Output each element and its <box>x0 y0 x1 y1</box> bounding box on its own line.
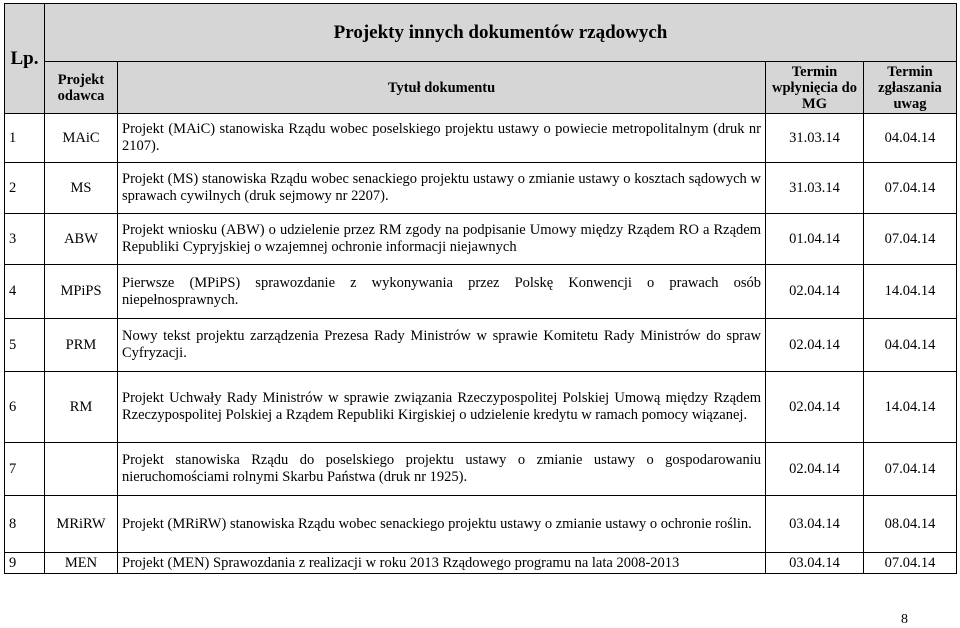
row-lp: 4 <box>5 265 45 319</box>
row-org: RM <box>45 372 118 443</box>
table-row <box>5 214 957 265</box>
row-title: Projekt wniosku (ABW) o udzielenie przez RM zgody na podpisanie Umowy między Rządem RO a Rządem Republiki Cypryjskiej o wzajemnej ochronie informacji niejawnych <box>118 214 766 265</box>
row-received: 03.04.14 <box>766 553 864 574</box>
row-deadline: 07.04.14 <box>864 214 957 265</box>
row-received: 01.04.14 <box>766 214 864 265</box>
row-lp: 6 <box>5 372 45 443</box>
table-row <box>5 319 957 372</box>
row-lp: 2 <box>5 163 45 214</box>
row-org <box>45 443 118 496</box>
header-deadline: Termin zgłaszania uwag <box>864 62 957 114</box>
row-deadline: 07.04.14 <box>864 163 957 214</box>
row-deadline: 07.04.14 <box>864 443 957 496</box>
row-title: Projekt (MS) stanowiska Rządu wobec senackiego projektu ustawy o zmianie ustawy o kosztach sądowych w sprawach cywilnych (druk sejmowy nr 2207). <box>118 163 766 214</box>
row-org: MRiRW <box>45 496 118 553</box>
header-org: Projekt odawca <box>45 62 118 114</box>
row-title: Pierwsze (MPiPS) sprawozdanie z wykonywania przez Polskę Konwencji o prawach osób niepełnosprawnych. <box>118 265 766 319</box>
row-org: MAiC <box>45 114 118 163</box>
row-lp: 3 <box>5 214 45 265</box>
table-title: Projekty innych dokumentów rządowych <box>45 4 957 62</box>
row-deadline: 14.04.14 <box>864 265 957 319</box>
row-received: 31.03.14 <box>766 163 864 214</box>
table-row <box>5 372 957 443</box>
table-row <box>5 163 957 214</box>
row-received: 02.04.14 <box>766 372 864 443</box>
row-received: 02.04.14 <box>766 443 864 496</box>
header-received: Termin wpłynięcia do MG <box>766 62 864 114</box>
row-lp: 7 <box>5 443 45 496</box>
page-number: 8 <box>901 612 908 627</box>
row-title: Projekt Uchwały Rady Ministrów w sprawie związania Rzeczypospolitej Polskiej Umową między Rządem Rzeczypospolitej Polskiej a Rządem Republiki Kirgiskiej o udzielenie kredytu w ramach pomocy wiązanej. <box>118 372 766 443</box>
table-row <box>5 496 957 553</box>
row-org: PRM <box>45 319 118 372</box>
row-lp: 8 <box>5 496 45 553</box>
row-received: 02.04.14 <box>766 319 864 372</box>
header-title: Tytuł dokumentu <box>118 62 766 114</box>
table-row <box>5 114 957 163</box>
row-org: MEN <box>45 553 118 574</box>
row-received: 02.04.14 <box>766 265 864 319</box>
row-org: ABW <box>45 214 118 265</box>
row-org: MPiPS <box>45 265 118 319</box>
row-title: Projekt stanowiska Rządu do poselskiego projektu ustawy o zmianie ustawy o gospodarowaniu nieruchomościami rolnymi Skarbu Państwa (druk nr 1925). <box>118 443 766 496</box>
table-row <box>5 553 957 574</box>
row-title: Projekt (MEN) Sprawozdania z realizacji w roku 2013 Rządowego programu na lata 2008-2013 <box>118 553 766 574</box>
header-lp: Lp. <box>5 4 45 114</box>
row-deadline: 08.04.14 <box>864 496 957 553</box>
header-row <box>5 62 957 114</box>
row-lp: 9 <box>5 553 45 574</box>
table-row <box>5 265 957 319</box>
row-received: 31.03.14 <box>766 114 864 163</box>
row-deadline: 04.04.14 <box>864 319 957 372</box>
row-received: 03.04.14 <box>766 496 864 553</box>
documents-table <box>4 3 957 574</box>
row-deadline: 04.04.14 <box>864 114 957 163</box>
table-row <box>5 443 957 496</box>
title-row <box>5 4 957 62</box>
row-deadline: 14.04.14 <box>864 372 957 443</box>
row-lp: 5 <box>5 319 45 372</box>
row-deadline: 07.04.14 <box>864 553 957 574</box>
row-title: Projekt (MAiC) stanowiska Rządu wobec poselskiego projektu ustawy o powiecie metropolitalnym (druk nr 2107). <box>118 114 766 163</box>
row-org: MS <box>45 163 118 214</box>
row-title: Projekt (MRiRW) stanowiska Rządu wobec senackiego projektu ustawy o zmianie ustawy o ochronie roślin. <box>118 496 766 553</box>
row-lp: 1 <box>5 114 45 163</box>
row-title: Nowy tekst projektu zarządzenia Prezesa Rady Ministrów w sprawie Komitetu Rady Ministrów do spraw Cyfryzacji. <box>118 319 766 372</box>
